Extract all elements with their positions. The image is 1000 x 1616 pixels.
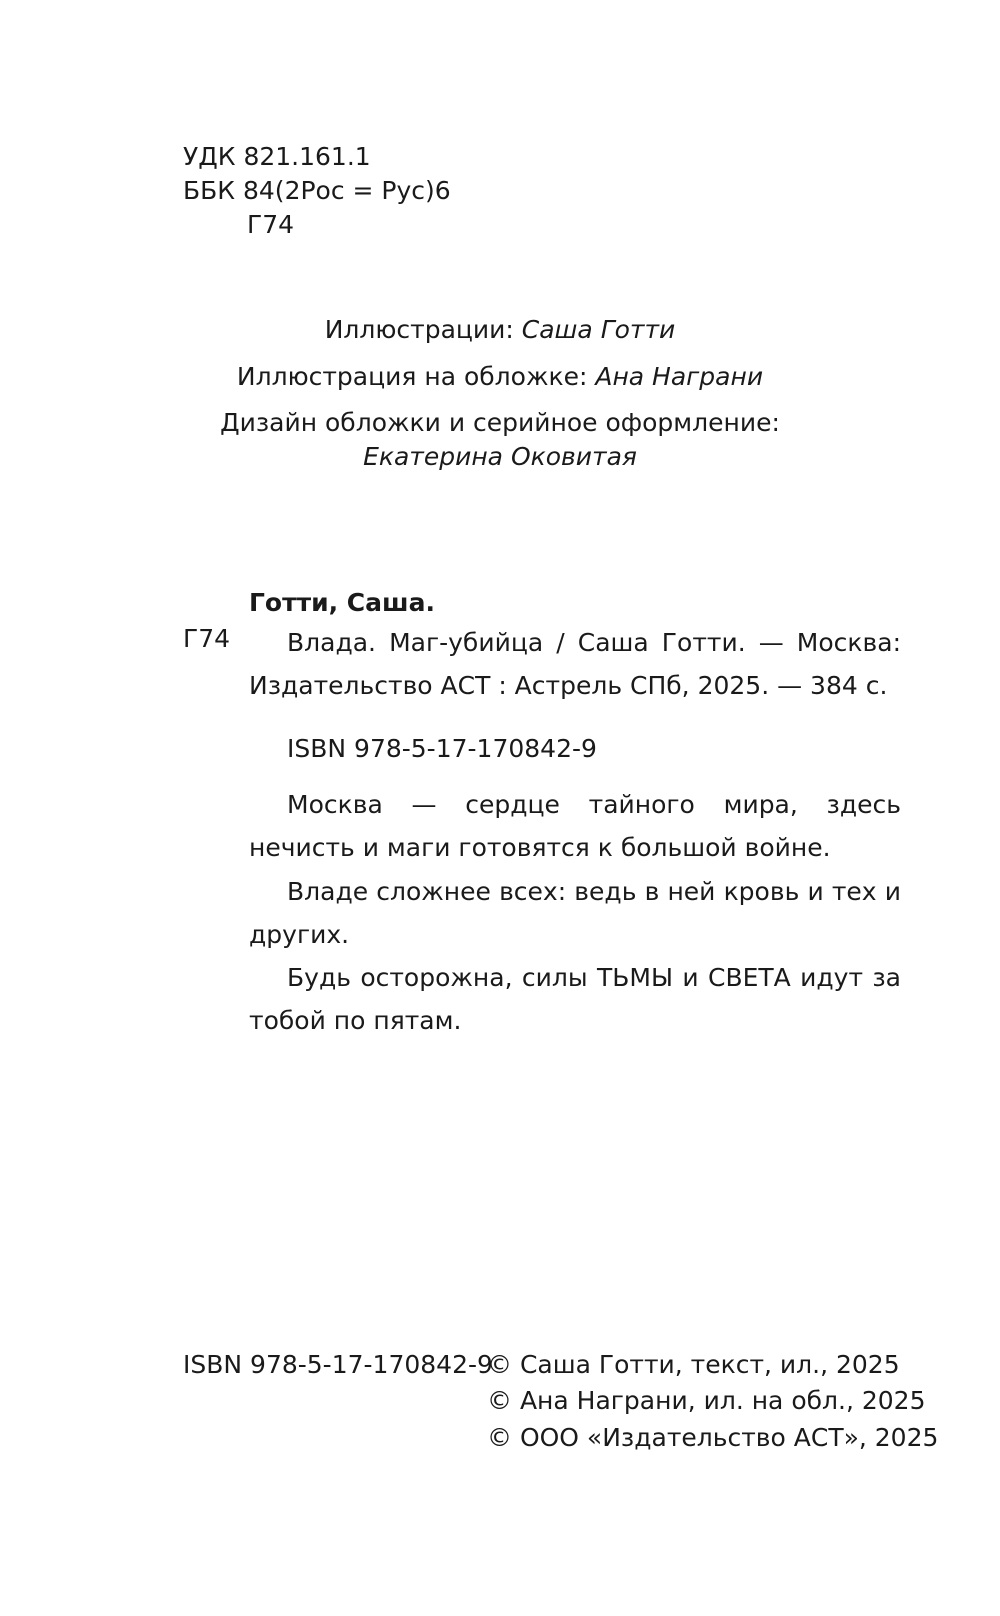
copyright-author: © Саша Готти, текст, ил., 2025 — [487, 1350, 900, 1379]
credit-illustrations-name: Саша Готти — [521, 315, 676, 344]
credit-illustrations-label: Иллюстрации: — [324, 315, 522, 344]
credit-cover-design-label: Дизайн обложки и серийное оформление: — [220, 408, 780, 437]
credit-cover-illustration-name: Ана Награни — [595, 362, 764, 391]
credit-illustrations — [0, 313, 1000, 347]
catalog-bibliographic: Влада. Маг-убийца / Саша Готти. — Москва: Издательство АСТ : Астрель СПб, 2025. — 384 с. — [249, 628, 901, 700]
udk-code: УДК 821.161.1 — [183, 142, 371, 171]
copyright-publisher: © ООО «Издательство АСТ», 2025 — [487, 1423, 939, 1452]
annotation-paragraph-1: Москва — сердце тайного мира, здесь нечисть и маги готовятся к большой войне. — [249, 790, 901, 862]
bbk-code: ББК 84(2Рос = Рус)6 — [183, 176, 451, 205]
copyright-cover-artist: © Ана Награни, ил. на обл., 2025 — [487, 1386, 926, 1415]
catalog-author-mark: Г74 — [183, 624, 231, 653]
annotation-paragraph-2: Владе сложнее всех: ведь в ней кровь и тех и других. — [249, 877, 901, 949]
annotation-paragraph-3: Будь осторожна, силы ТЬМЫ и СВЕТА идут за тобой по пятам. — [249, 963, 901, 1035]
credit-cover-illustration-label: Иллюстрация на обложке: — [236, 362, 596, 391]
catalog-author-heading: Готти, Саша. — [249, 588, 435, 617]
catalog-isbn: ISBN 978-5-17-170842-9 — [287, 734, 597, 763]
author-mark-top: Г74 — [247, 210, 295, 239]
credit-cover-illustration — [0, 360, 1000, 394]
credit-cover-design-name: Екатерина Оковитая — [363, 442, 637, 471]
footer-isbn: ISBN 978-5-17-170842-9 — [183, 1350, 493, 1379]
